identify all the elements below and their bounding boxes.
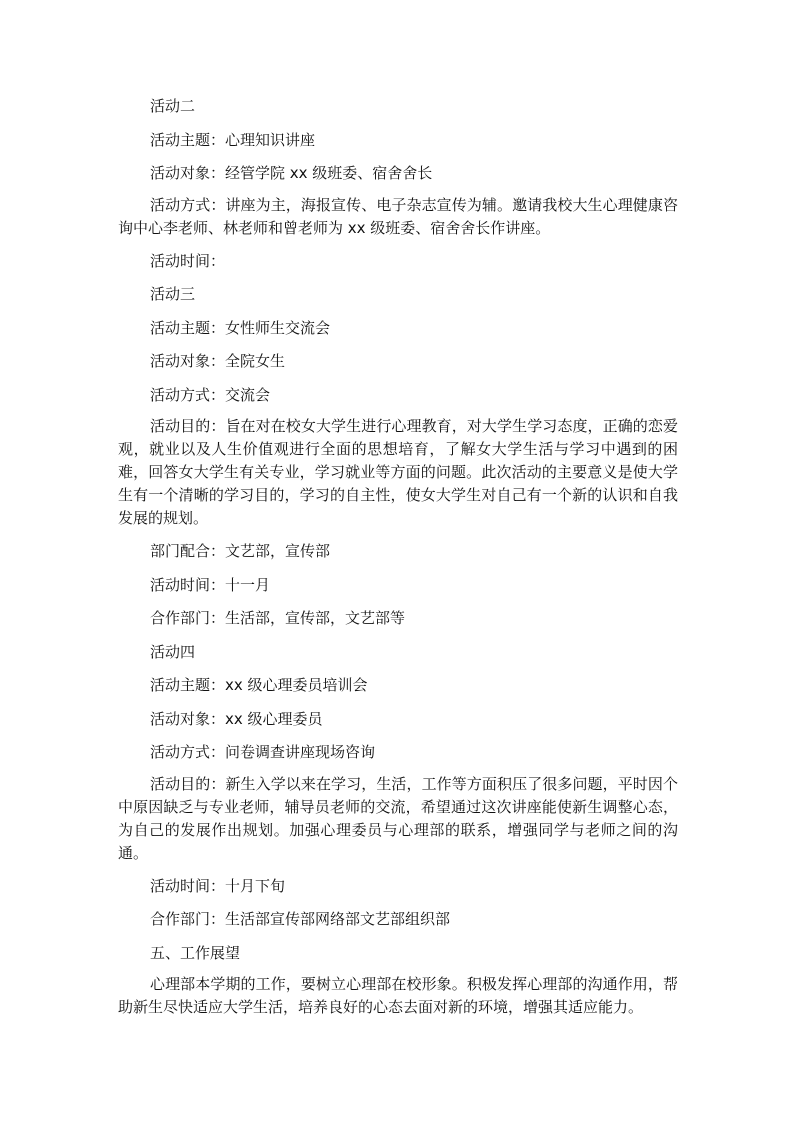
paragraph-activity-4-heading: 活动四 — [150, 642, 196, 661]
paragraph-activity-3-method: 活动方式：交流会 — [150, 385, 271, 404]
paragraph-activity-3-heading: 活动三 — [150, 285, 196, 303]
paragraph-activity-2-time: 活动时间： — [150, 251, 226, 270]
paragraph-activity-4-partners: 合作部门：生活部宣传部网络部文艺部组织部 — [150, 910, 451, 928]
paragraph-activity-3-target: 活动对象：全院女生 — [150, 352, 286, 370]
section-heading-outlook: 五、工作展望 — [150, 943, 241, 962]
paragraph-activity-2-heading: 活动二 — [150, 97, 196, 115]
paragraph-activity-2-method: 活动方式：讲座为主，海报宣传、电子杂志宣传为辅。邀请我校大生心理健康咨询中心李老师、林老师和曾老师为 xx 级班委、宿舍舍长作讲座。 — [118, 195, 678, 237]
paragraph-activity-3-time: 活动时间：十一月 — [150, 575, 271, 594]
paragraph-activity-4-method: 活动方式：问卷调查讲座现场咨询 — [150, 743, 376, 761]
paragraph-activity-3-purpose: 活动目的：旨在对在校女大学生进行心理教育，对大学生学习态度，正确的恋爱观，就业以及人生价值观进行全面的思想培育，了解女大学生活与学习中遇到的困难，回答女大学生有关专业，学习就业等方面的问题。此次活动的主要意义是使大学生有一个清晰的学习目的，学习的自主性，使女大学生对自己有一个新的认识和自我发展的规划。 — [118, 417, 678, 527]
paragraph-activity-4-purpose: 活动目的：新生入学以来在学习，生活，工作等方面积压了很多问题，平时因个中原因缺乏与专业老师，辅导员老师的交流，希望通过这次讲座能使新生调整心态，为自己的发展作出规划。加强心理委员与心理部的联系，增强同学与老师之间的沟通。 — [118, 774, 678, 862]
paragraph-activity-4-theme: 活动主题：xx 级心理委员培训会 — [150, 676, 368, 694]
paragraph-activity-3-coordination: 部门配合：文艺部，宣传部 — [150, 542, 331, 560]
paragraph-activity-3-partners: 合作部门：生活部，宣传部，文艺部等 — [150, 609, 406, 627]
paragraph-activity-4-time: 活动时间：十月下旬 — [150, 876, 286, 895]
paragraph-outlook: 心理部本学期的工作，要树立心理部在校形象。积极发挥心理部的沟通作用，帮助新生尽快适应大学生活，培养良好的心态去面对新的环境，增强其适应能力。 — [118, 975, 678, 1016]
paragraph-activity-2-theme: 活动主题：心理知识讲座 — [150, 130, 316, 149]
document-body — [118, 93, 678, 1027]
paragraph-activity-4-target: 活动对象：xx 级心理委员 — [150, 709, 323, 728]
paragraph-activity-2-target: 活动对象：经管学院 xx 级班委、宿舍舍长 — [150, 164, 433, 182]
paragraph-activity-3-theme: 活动主题：女性师生交流会 — [150, 318, 331, 337]
